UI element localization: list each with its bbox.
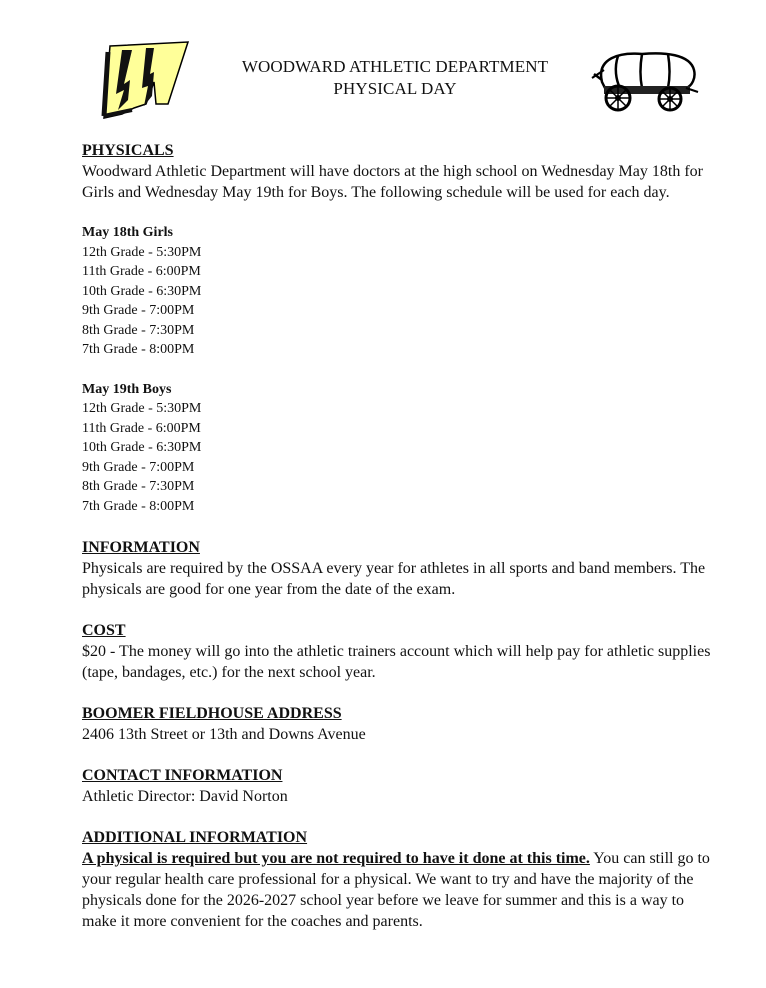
- schedule-item: 7th Grade - 8:00PM: [82, 498, 195, 514]
- header-line-2: PHYSICAL DAY: [333, 79, 457, 98]
- document-header: [200, 56, 590, 100]
- contact-text: Athletic Director: David Norton: [82, 788, 288, 805]
- schedule-boys: [82, 380, 722, 517]
- physicals-heading: PHYSICALS: [82, 142, 174, 159]
- schedule-item: 12th Grade - 5:30PM: [82, 401, 202, 416]
- cost-heading: COST: [82, 622, 126, 639]
- information-text: Physicals are required by the OSSAA every year for athletes in all sports and band members. The physicals are good for one year from the date of the exam.: [82, 560, 706, 598]
- schedule-item: 9th Grade - 7:00PM: [82, 303, 195, 318]
- address-text: 2406 13th Street or 13th and Downs Avenue: [82, 726, 366, 743]
- w-logo-icon: [96, 38, 192, 122]
- additional-text: You can still go to your regular health care professional for a physical. We want to try and have the majority of the physicals done for the 2026-2027 school year before we leave for summer and this is a way to make it more convenient for the coaches and parents.: [82, 850, 710, 930]
- schedule-item: 8th Grade - 7:30PM: [82, 479, 195, 494]
- schedule-title: May 18th Girls: [82, 225, 173, 240]
- additional-paragraph: [82, 848, 722, 932]
- schedule-item: 10th Grade - 6:30PM: [82, 283, 202, 299]
- physicals-text: Woodward Athletic Department will have doctors at the high school on Wednesday May 18th for Girls and Wednesday May 19th for Boys. The following schedule will be used for each day.: [82, 163, 703, 201]
- address-heading: BOOMER FIELDHOUSE ADDRESS: [82, 705, 342, 722]
- covered-wagon-icon: [590, 48, 700, 114]
- document-body: [82, 140, 722, 932]
- schedule-item: 10th Grade - 6:30PM: [82, 440, 202, 455]
- schedule-item: 8th Grade - 7:30PM: [82, 322, 195, 338]
- schedule-item: 7th Grade - 8:00PM: [82, 342, 195, 357]
- additional-emphasis: A physical is required but you are not required to have it done at this time.: [82, 850, 590, 867]
- cost-text: $20 - The money will go into the athletic trainers account which will help pay for athletic supplies (tape, bandages, etc.) for the next school year.: [82, 643, 711, 681]
- schedule-item: 11th Grade - 6:00PM: [82, 420, 201, 436]
- schedule-girls: [82, 223, 722, 360]
- schedule-title: May 19th Boys: [82, 381, 172, 397]
- additional-heading: ADDITIONAL INFORMATION: [82, 829, 308, 846]
- contact-heading: CONTACT INFORMATION: [82, 767, 283, 784]
- schedule-item: 11th Grade - 6:00PM: [82, 264, 201, 279]
- header-line-1: WOODWARD ATHLETIC DEPARTMENT: [241, 57, 549, 76]
- schedule-item: 12th Grade - 5:30PM: [82, 244, 202, 260]
- schedule-item: 9th Grade - 7:00PM: [82, 459, 195, 475]
- information-heading: INFORMATION: [82, 539, 200, 556]
